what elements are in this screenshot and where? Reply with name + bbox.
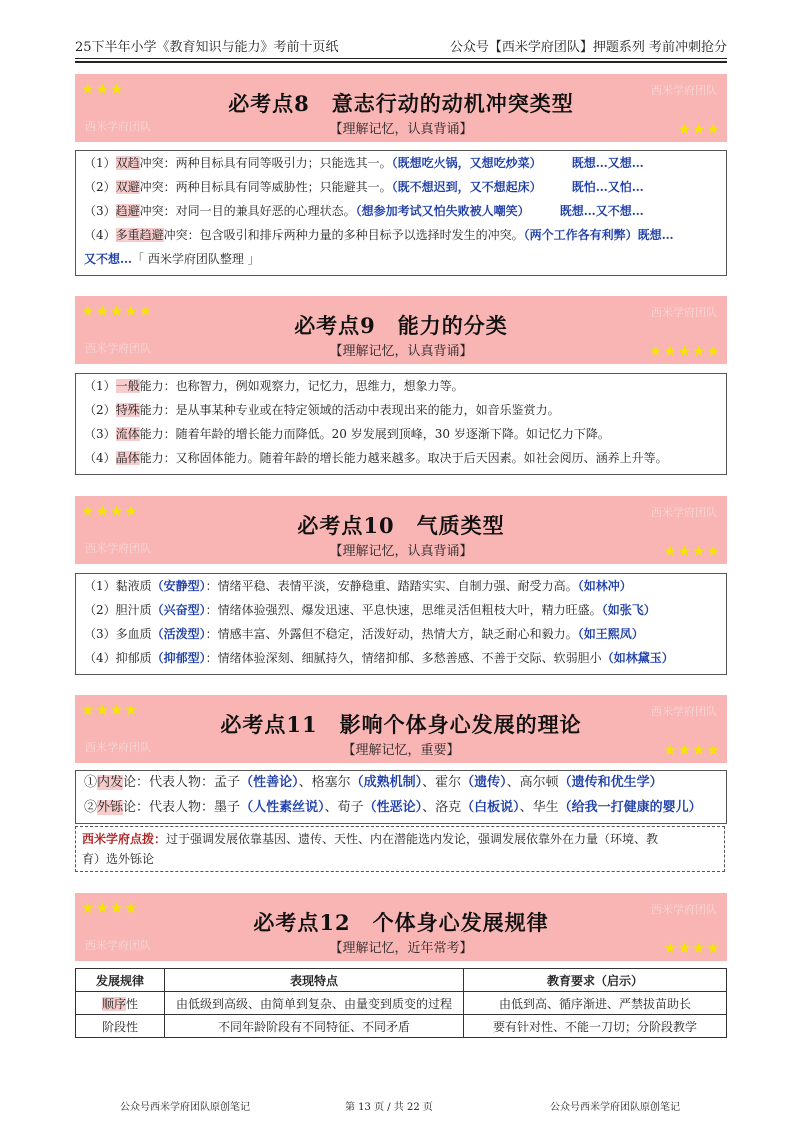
watermark: 西米学府团队 [85, 939, 151, 952]
tip-label: 西米学府点拨： [82, 832, 167, 846]
section9-box [75, 373, 727, 475]
list-item: 又不想…「 西米学府团队整理 」 [84, 252, 260, 266]
list-item: ①内发论：代表人物：孟子（性善论）、格塞尔（成熟机制）、霍尔（遗传）、高尔顿（遗传和优生学） [84, 775, 663, 790]
star-icon: ★★★★ [663, 542, 721, 560]
table-cell: 由低级到高级、由简单到复杂、由量变到质变的过程 [165, 992, 464, 1015]
watermark: 西米学府团队 [651, 306, 717, 319]
table-cell: 由低到高、循序渐进、严禁拔苗助长 [464, 992, 727, 1015]
table-header: 表现特点 [165, 969, 464, 992]
section8-box [75, 150, 727, 276]
watermark: 西米学府团队 [85, 342, 151, 355]
section12-banner [75, 893, 727, 961]
star-icon: ★★★ [81, 80, 125, 98]
star-icon: ★★★ [677, 120, 721, 138]
section11-banner [75, 695, 727, 763]
section10-subtitle: 【理解记忆，认真背诵】 [329, 544, 473, 559]
tip-text: 过于强调发展依靠基因、遗传、天性、内在潜能选内发论，强调发展依靠外在力量（环境、教 [166, 832, 659, 846]
list-item: （1）一般能力：也称智力，例如观察力，记忆力，思维力，想象力等。 [84, 379, 464, 393]
table-row [76, 992, 727, 1015]
star-icon: ★★★★ [81, 701, 139, 719]
page-header [75, 36, 727, 58]
star-icon: ★★★★ [81, 899, 139, 917]
list-item: （4）多重趋避冲突：包含吸引和排斥两种力量的多种目标予以选择时发生的冲突。（两个工作各有利弊）既想… [84, 228, 674, 242]
table-cell: 要有针对性、不能一刀切；分阶段教学 [464, 1015, 727, 1038]
table-cell: 阶段性 [76, 1015, 165, 1038]
list-item: （4）晶体能力：又称固体能力。随着年龄的增长能力越来越多。取决于后天因素。如社会阅历、涵养上升等。 [84, 451, 668, 465]
table-header-row [76, 969, 727, 992]
section10-box [75, 573, 727, 675]
star-icon: ★★★★ [81, 502, 139, 520]
header-rule [75, 58, 727, 63]
list-item: （2）双避冲突：两种目标具有同等威胁性；只能避其一。（既不想迟到，又不想起床） 既怕…又怕… [84, 180, 644, 194]
list-item: （4）抑郁质（抑郁型）：情绪体验深刻、细腻持久，情绪抑郁、多愁善感、不善于交际、软弱胆小（如林黛玉） [84, 651, 674, 665]
section9-title: 必考点9 能力的分类 [294, 313, 508, 338]
watermark: 西米学府团队 [651, 84, 717, 97]
star-icon: ★★★★★ [81, 302, 154, 320]
list-item: （3）趋避冲突：对同一目的兼具好恶的心理状态。（想参加考试又怕失败被人嘲笑） 既想…又不想… [84, 204, 644, 218]
footer-right: 公众号西米学府团队原创笔记 [550, 1102, 680, 1113]
watermark: 西米学府团队 [651, 903, 717, 916]
section8-subtitle: 【理解记忆，认真背诵】 [329, 122, 473, 137]
table-header: 教育要求（启示） [464, 969, 727, 992]
star-icon: ★★★★★ [648, 342, 721, 360]
section11-box [75, 770, 727, 824]
header-left: 25下半年小学《教育知识与能力》考前十页纸 [75, 40, 339, 55]
list-item: （3）流体能力：随着年龄的增长能力而降低。20 岁发展到顶峰，30 岁逐渐下降。如记忆力下降。 [84, 427, 610, 441]
table-cell: 不同年龄阶段有不同特征、不同矛盾 [165, 1015, 464, 1038]
tip-note [75, 826, 725, 872]
section11-subtitle: 【理解记忆，重要】 [342, 743, 460, 758]
section11-title: 必考点11 影响个体身心发展的理论 [220, 712, 582, 737]
section8-banner [75, 74, 727, 142]
list-item: （1）双趋冲突：两种目标具有同等吸引力；只能选其一。（既想吃火锅，又想吃炒菜） 既想…又想… [84, 156, 644, 170]
watermark: 西米学府团队 [85, 542, 151, 555]
list-item: （1）黏液质（安静型）：情绪平稳、表情平淡，安静稳重、踏踏实实、自制力强、耐受力高。（如林冲） [84, 579, 632, 593]
section9-banner [75, 296, 727, 364]
page-number: 第 13 页 / 共 22 页 [345, 1102, 433, 1113]
tip-text: 育）选外铄论 [82, 852, 155, 866]
development-rules-table [75, 968, 727, 1038]
list-item: （2）特殊能力：是从事某种专业或在特定领域的活动中表现出来的能力，如音乐鉴赏力。 [84, 403, 560, 417]
star-icon: ★★★★ [663, 741, 721, 759]
watermark: 西米学府团队 [651, 705, 717, 718]
header-right: 公众号【西米学府团队】押题系列 考前冲刺抢分 [449, 40, 727, 55]
footer-left: 公众号西米学府团队原创笔记 [120, 1102, 250, 1113]
section10-banner [75, 496, 727, 564]
section9-subtitle: 【理解记忆，认真背诵】 [329, 344, 473, 359]
table-cell: 顺序性 [76, 992, 165, 1015]
watermark: 西米学府团队 [85, 741, 151, 754]
star-icon: ★★★★ [663, 939, 721, 957]
section12-subtitle: 【理解记忆，近年常考】 [329, 941, 473, 956]
list-item: ②外铄论：代表人物：墨子（人性素丝说）、荀子（性恶论）、洛克（白板说）、华生（给我一打健康的婴儿） [84, 800, 702, 815]
table-header: 发展规律 [76, 969, 165, 992]
watermark: 西米学府团队 [651, 506, 717, 519]
list-item: （3）多血质（活泼型）：情感丰富、外露但不稳定，活泼好动，热情大方，缺乏耐心和毅力。（如王熙凤） [84, 627, 644, 641]
section12-title: 必考点12 个体身心发展规律 [253, 910, 549, 935]
table-row [76, 1015, 727, 1038]
list-item: （2）胆汁质（兴奋型）：情绪体验强烈、爆发迅速、平息快速，思维灵活但粗枝大叶，精力旺盛。（如张飞） [84, 603, 656, 617]
watermark: 西米学府团队 [85, 120, 151, 133]
section8-title: 必考点8 意志行动的动机冲突类型 [228, 91, 574, 116]
section10-title: 必考点10 气质类型 [297, 513, 505, 538]
